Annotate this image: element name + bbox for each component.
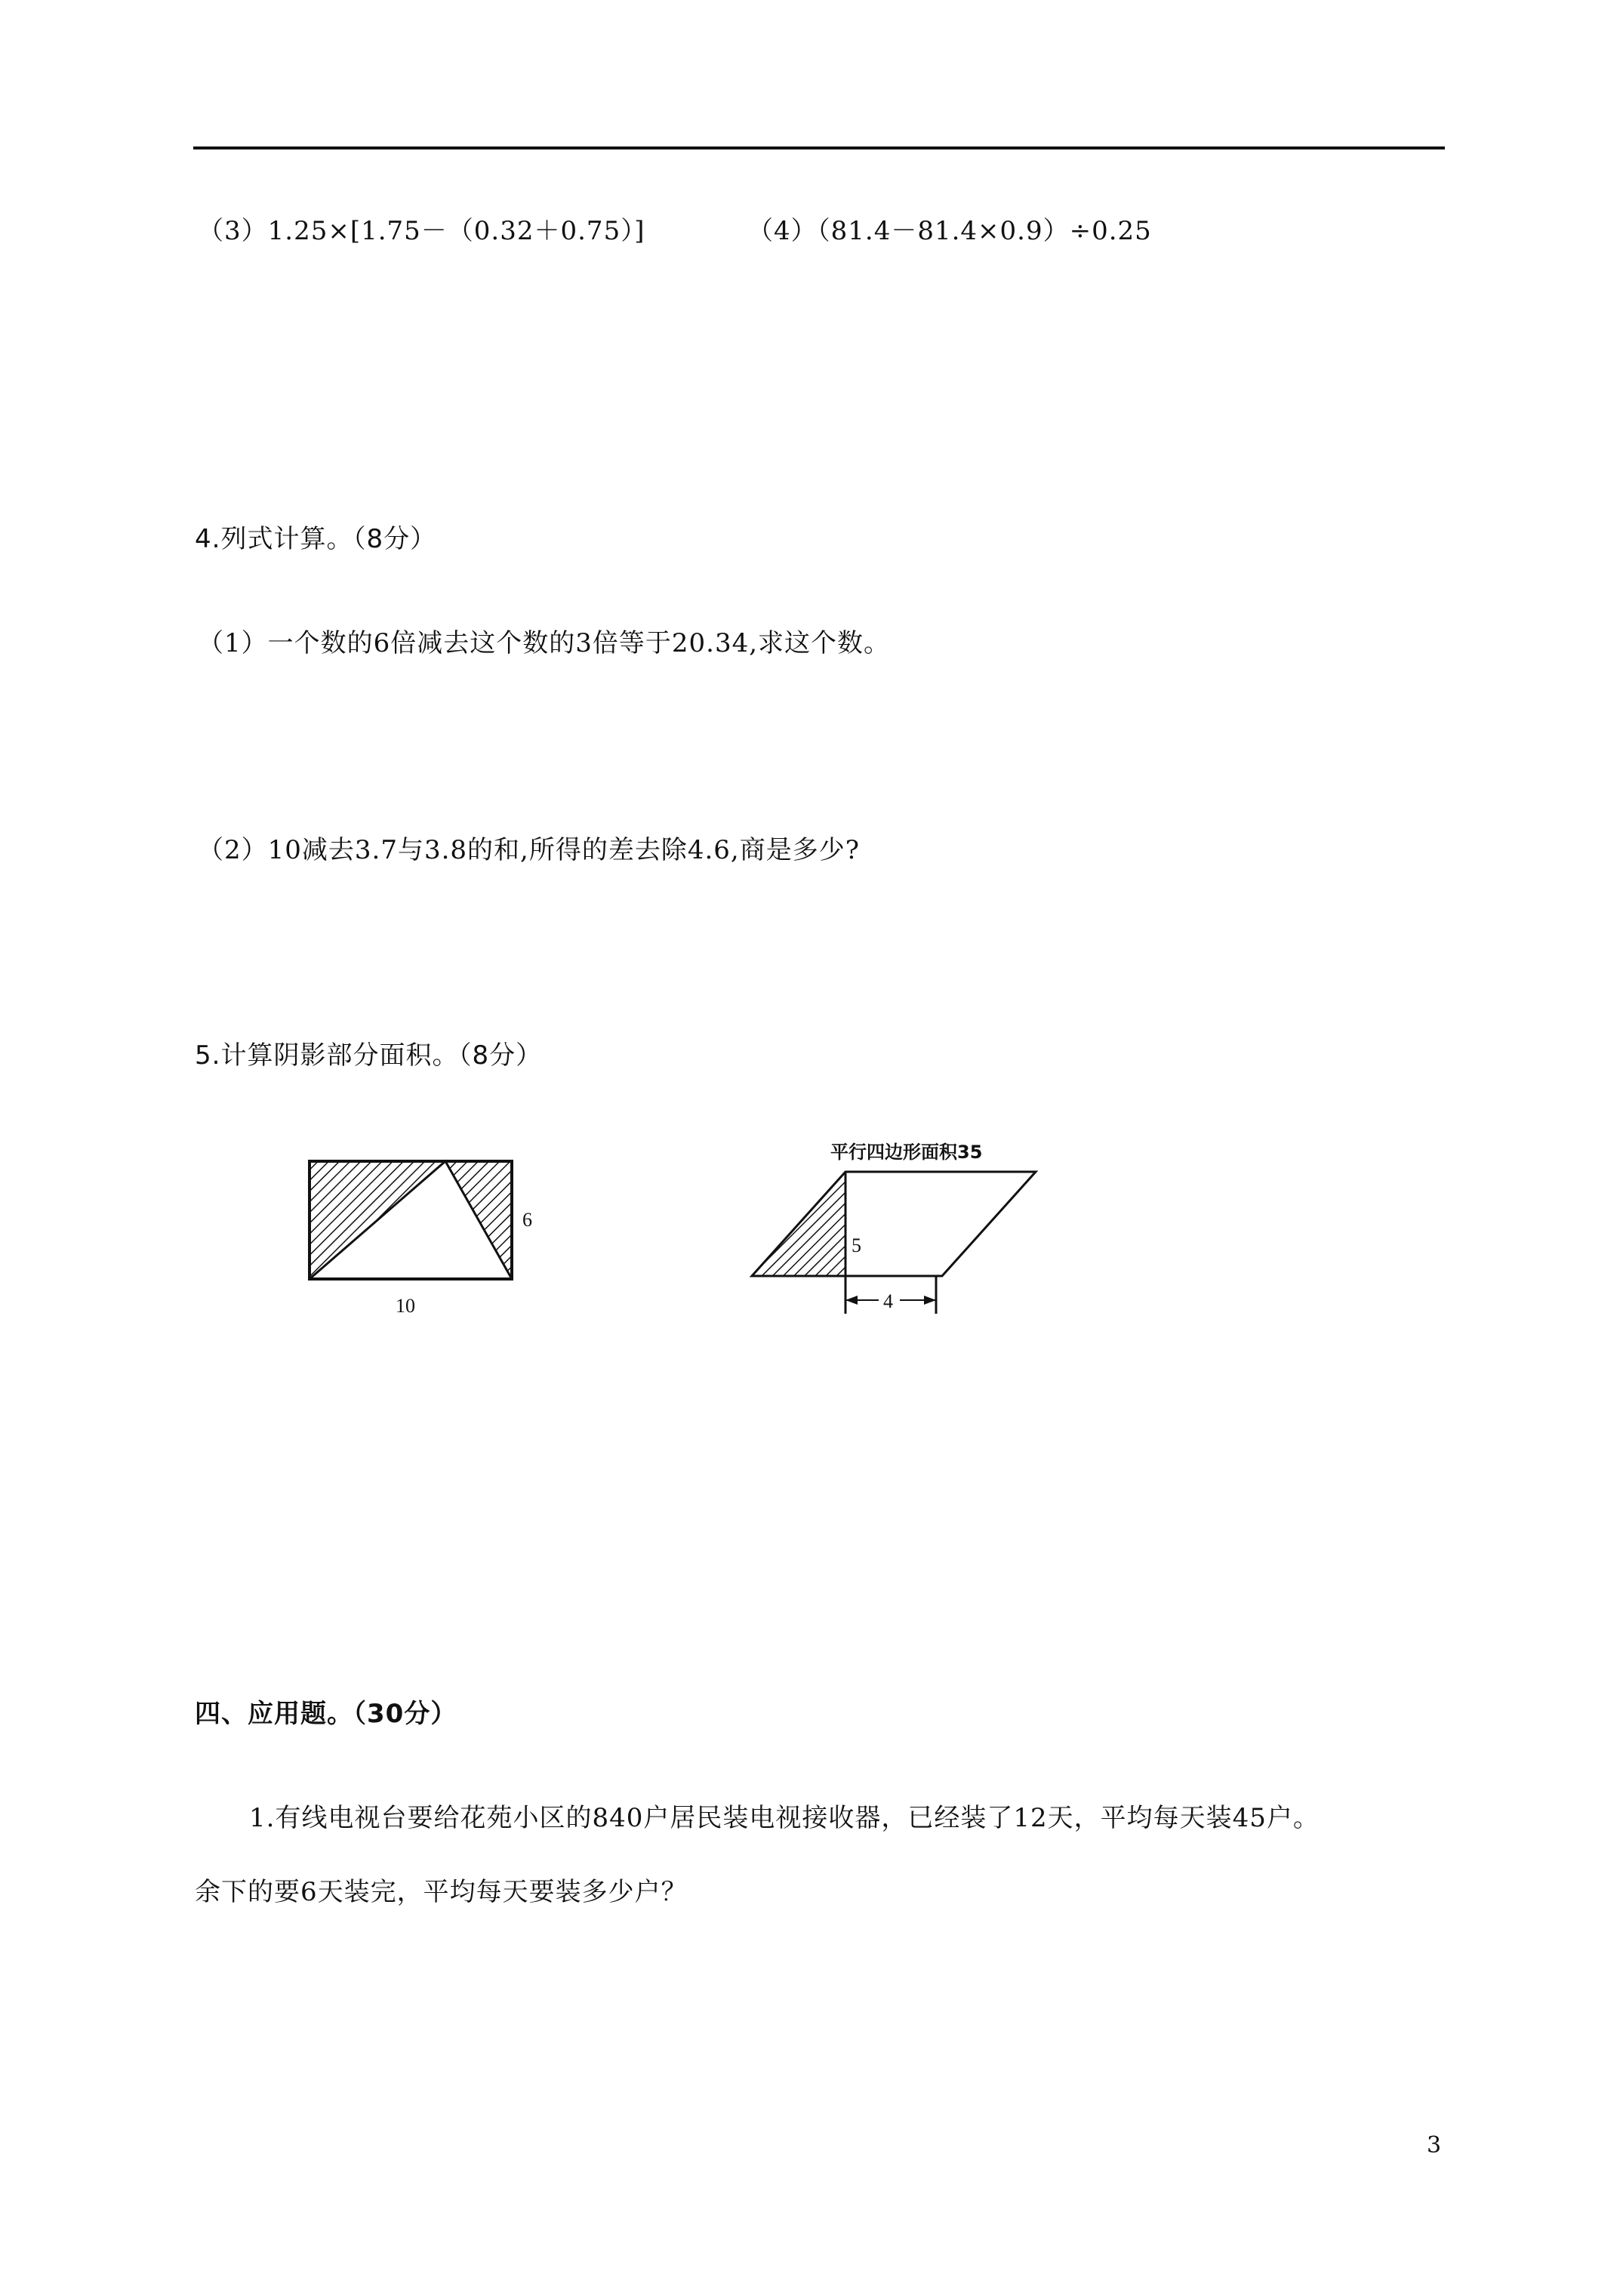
height-label: 5 xyxy=(852,1234,861,1256)
parallelogram-area-caption: 平行四边形面积35 xyxy=(830,1142,983,1163)
section-4-title: 4.列式计算。（8分） xyxy=(195,524,437,554)
base-length-label: 10 xyxy=(396,1295,415,1317)
side-length-label: 6 xyxy=(522,1209,532,1231)
application-question-1-line-1: 1.有线电视台要给花苑小区的840户居民装电视接收器，已经装了12天，平均每天装45户。 xyxy=(249,1803,1320,1833)
problem-3-expression: （3）1.25×[1.75－（0.32＋0.75）] xyxy=(198,216,645,246)
application-question-1-line-2: 余下的要6天装完，平均每天要装多少户？ xyxy=(195,1877,688,1907)
section-4-question-2: （2）10减去3.7与3.8的和,所得的差去除4.6,商是多少? xyxy=(198,835,860,865)
figure-parallelogram-shaded xyxy=(744,1133,1061,1329)
part-4-title: 四、应用题。（30分） xyxy=(195,1699,457,1729)
problem-4-expression: （4）（81.4－81.4×0.9）÷0.25 xyxy=(747,216,1152,246)
arrowhead-left xyxy=(845,1296,858,1305)
base-segment-label: 4 xyxy=(883,1290,893,1312)
arrowhead-right xyxy=(924,1296,936,1305)
header-rule xyxy=(193,146,1445,149)
section-4-question-1: （1）一个数的6倍减去这个数的3倍等于20.34,求这个数。 xyxy=(198,628,891,658)
section-5-title: 5.计算阴影部分面积。（8分） xyxy=(195,1040,543,1071)
figure-rectangle-shaded xyxy=(299,1148,556,1329)
page-number: 3 xyxy=(1427,2132,1443,2159)
